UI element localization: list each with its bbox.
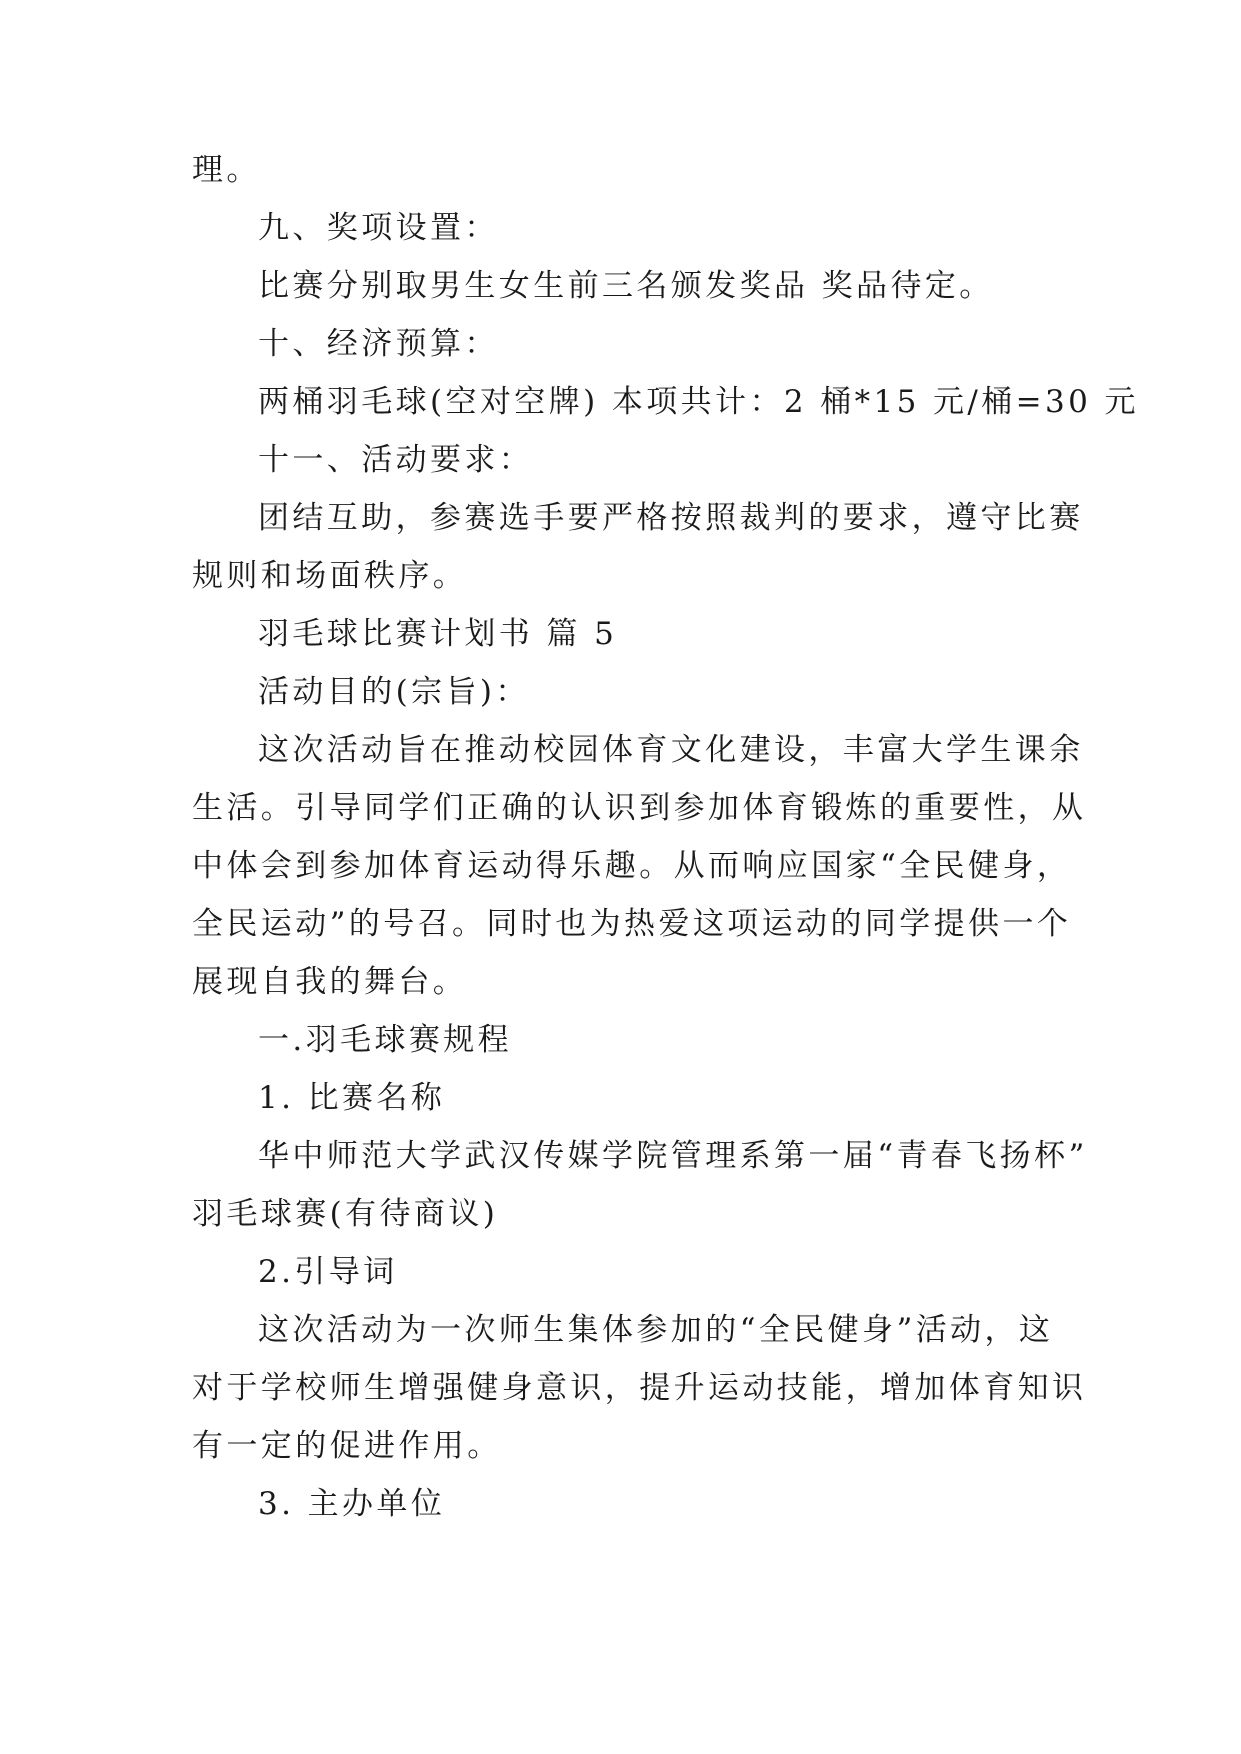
text-line: 两桶羽毛球(空对空牌) 本项共计：2 桶*15 元/桶=30 元 bbox=[258, 384, 1139, 420]
text-line: 羽毛球赛(有待商议) bbox=[192, 1196, 499, 1232]
text-line: 对于学校师生增强健身意识，提升运动技能，增加体育知识 bbox=[192, 1370, 1087, 1406]
section-heading: 活动目的(宗旨)： bbox=[258, 674, 530, 710]
text-line: 中体会到参加体育运动得乐趣。从而响应国家“全民健身， bbox=[192, 848, 1072, 884]
section-heading: 九、奖项设置： bbox=[258, 210, 499, 246]
text-line: 有一定的促进作用。 bbox=[192, 1428, 502, 1464]
text-line: 生活。引导同学们正确的认识到参加体育锻炼的重要性，从 bbox=[192, 790, 1087, 826]
text-line: 这次活动旨在推动校园体育文化建设，丰富大学生课余 bbox=[258, 732, 1084, 768]
section-heading: 一.羽毛球赛规程 bbox=[258, 1022, 513, 1058]
section-heading: 十一、活动要求： bbox=[258, 442, 534, 478]
section-heading: 十、经济预算： bbox=[258, 326, 499, 362]
text-line: 理。 bbox=[192, 152, 261, 188]
text-line: 全民运动”的号召。同时也为热爱这项运动的同学提供一个 bbox=[192, 906, 1072, 942]
subsection-heading: 1. 比赛名称 bbox=[258, 1080, 446, 1116]
text-line: 这次活动为一次师生集体参加的“全民健身”活动，这 bbox=[258, 1312, 1054, 1348]
subsection-heading: 2.引导词 bbox=[258, 1254, 398, 1290]
text-line: 团结互助，参赛选手要严格按照裁判的要求，遵守比赛 bbox=[258, 500, 1084, 536]
subsection-heading: 3. 主办单位 bbox=[258, 1486, 446, 1522]
document-title: 羽毛球比赛计划书 篇 5 bbox=[258, 616, 618, 652]
text-line: 华中师范大学武汉传媒学院管理系第一届“青春飞扬杯” bbox=[258, 1138, 1088, 1174]
text-line: 比赛分别取男生女生前三名颁发奖品 奖品待定。 bbox=[258, 268, 994, 304]
text-line: 展现自我的舞台。 bbox=[192, 964, 468, 1000]
text-line: 规则和场面秩序。 bbox=[192, 558, 468, 594]
